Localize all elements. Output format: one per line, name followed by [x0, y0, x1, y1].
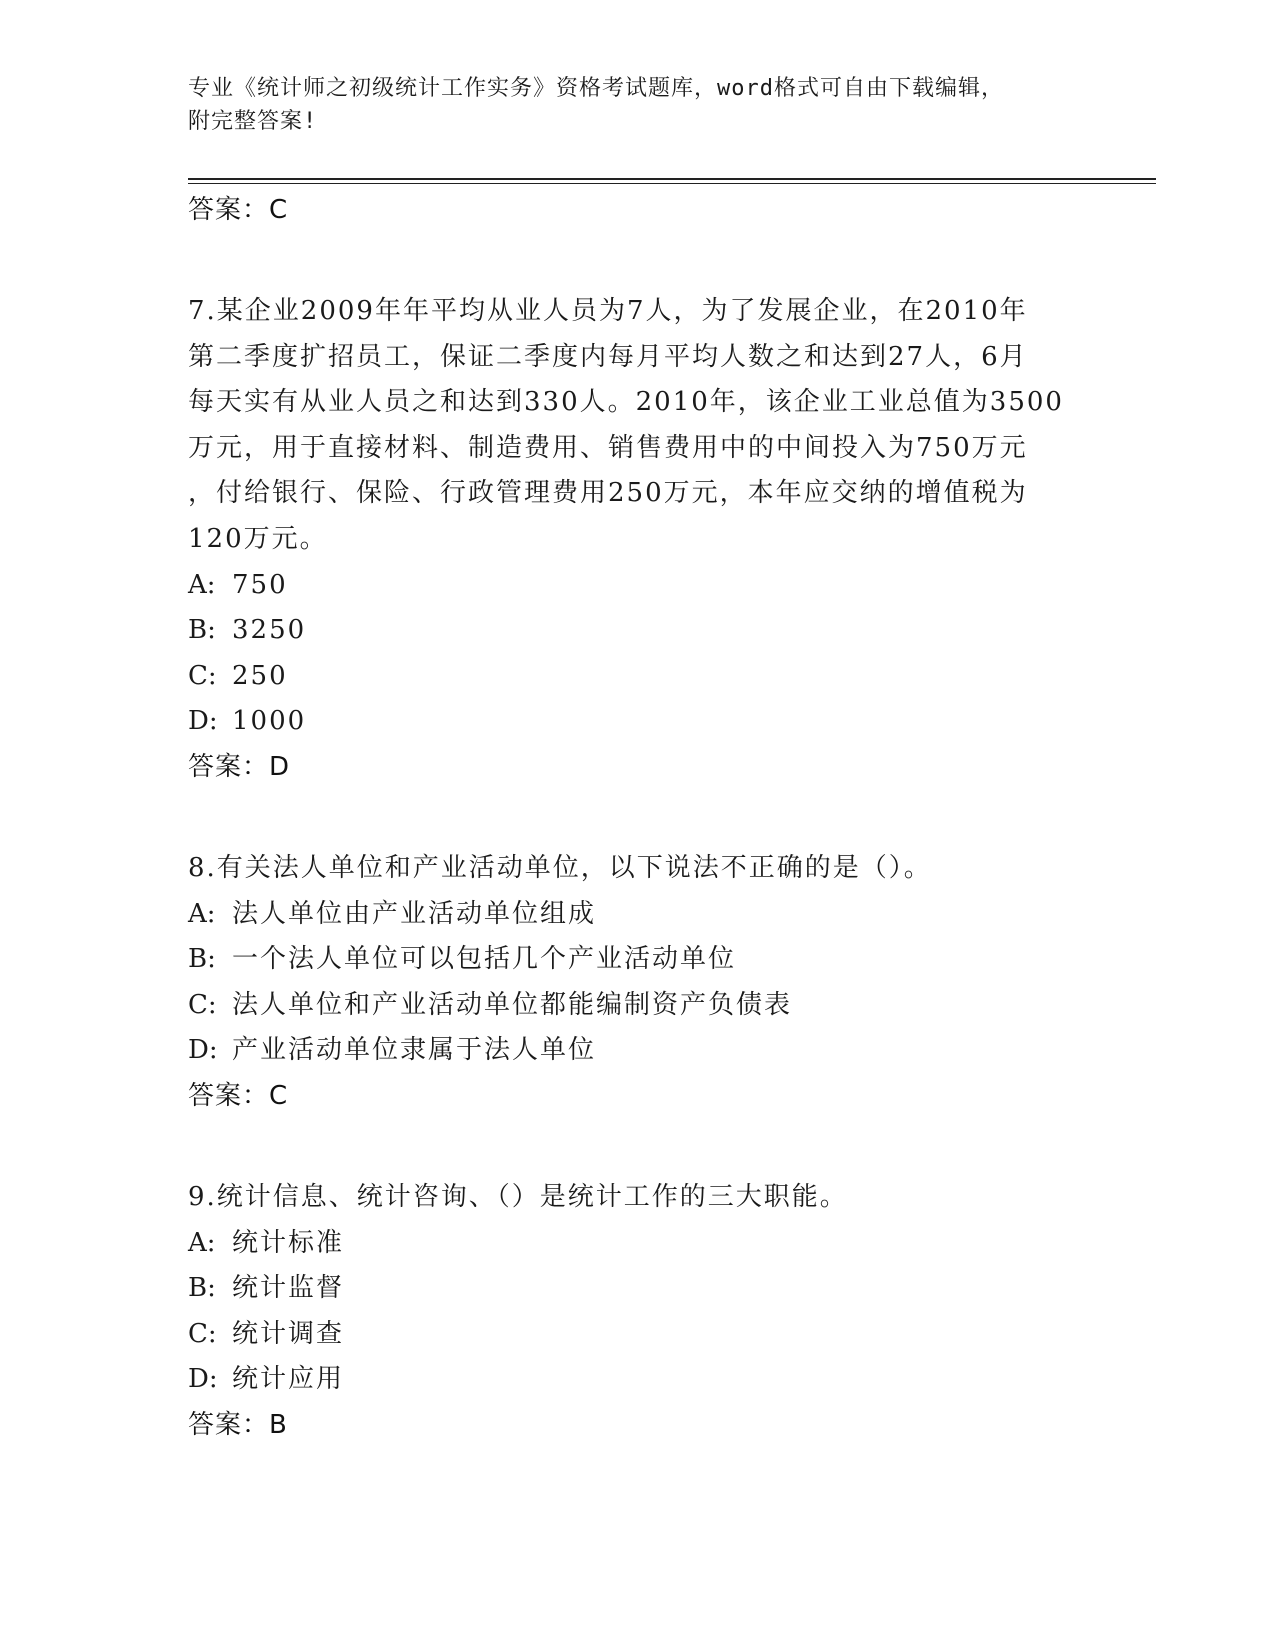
option-letter: D: [188, 1035, 218, 1066]
question-text-line: ，付给银行、保险、行政管理费用250万元，本年应交纳的增值税为 [188, 478, 1028, 509]
option-d [188, 1357, 1108, 1403]
answer-line: 答案：D [188, 751, 291, 782]
option-a [188, 892, 1108, 938]
option-letter: D: [188, 706, 218, 737]
answer-line: 答案：C [188, 195, 289, 225]
option-text: 统计调查 [232, 1318, 345, 1349]
option-letter: B: [188, 1273, 216, 1304]
option-c [188, 1312, 1108, 1358]
option-letter: A: [188, 898, 216, 929]
option-letter: A: [188, 1227, 216, 1258]
option-letter: A: [188, 569, 216, 600]
option-text: 250 [232, 660, 288, 691]
option-text: 统计应用 [232, 1364, 345, 1395]
option-c [188, 983, 1108, 1029]
option-d [188, 1028, 1108, 1074]
header-rule-thick [188, 178, 1156, 180]
question-text-line: 第二季度扩招员工，保证二季度内每月平均人数之和达到27人，6月 [188, 341, 1028, 372]
spacer [188, 1119, 1108, 1175]
option-b [188, 937, 1108, 983]
question-text-line: 万元，用于直接材料、制造费用、销售费用中的中间投入为750万元 [188, 432, 1028, 463]
answer-line: 答案：C [188, 1080, 289, 1111]
option-c [188, 654, 1108, 700]
option-text: 产业活动单位隶属于法人单位 [232, 1035, 597, 1066]
option-text: 法人单位由产业活动单位组成 [232, 898, 597, 929]
option-text: 750 [232, 569, 288, 600]
option-d [188, 699, 1108, 745]
option-letter: D: [188, 1364, 218, 1395]
question-block [188, 846, 1108, 1119]
option-text: 1000 [232, 706, 307, 737]
answer-line: 答案：B [188, 1409, 288, 1440]
option-text: 一个法人单位可以包括几个产业活动单位 [232, 944, 737, 975]
option-text: 3250 [232, 615, 307, 646]
header-rule-thin [188, 183, 1156, 184]
header-line-1: 专业《统计师之初级统计工作实务》资格考试题库，word格式可自由下载编辑， [188, 76, 1004, 101]
document-body [188, 188, 1108, 1448]
option-a [188, 563, 1108, 609]
question-block [188, 1175, 1108, 1448]
option-text: 法人单位和产业活动单位都能编制资产负债表 [232, 989, 793, 1020]
question-text-line: 每天实有从业人员之和达到330人。2010年，该企业工业总值为3500 [188, 387, 1064, 418]
question-text-line: 8.有关法人单位和产业活动单位，以下说法不正确的是（）。 [188, 852, 932, 883]
option-text: 统计标准 [232, 1227, 345, 1258]
option-letter: C: [188, 660, 217, 691]
option-a [188, 1221, 1108, 1267]
question-text-line: 120万元。 [188, 523, 328, 554]
option-text: 统计监督 [232, 1273, 345, 1304]
spacer [188, 790, 1108, 846]
option-letter: C: [188, 989, 217, 1020]
question-text-line: 9.统计信息、统计咨询、（）是统计工作的三大职能。 [188, 1181, 848, 1212]
question-text-line: 7.某企业2009年年平均从业人员为7人，为了发展企业，在2010年 [188, 296, 1028, 326]
header-line-2: 附完整答案! [188, 109, 318, 134]
option-letter: B: [188, 615, 216, 646]
option-letter: C: [188, 1318, 217, 1349]
option-b [188, 1266, 1108, 1312]
option-letter: B: [188, 944, 216, 975]
option-b [188, 608, 1108, 654]
question-block [188, 289, 1108, 790]
spacer [188, 233, 1108, 289]
document-header [188, 72, 1068, 138]
